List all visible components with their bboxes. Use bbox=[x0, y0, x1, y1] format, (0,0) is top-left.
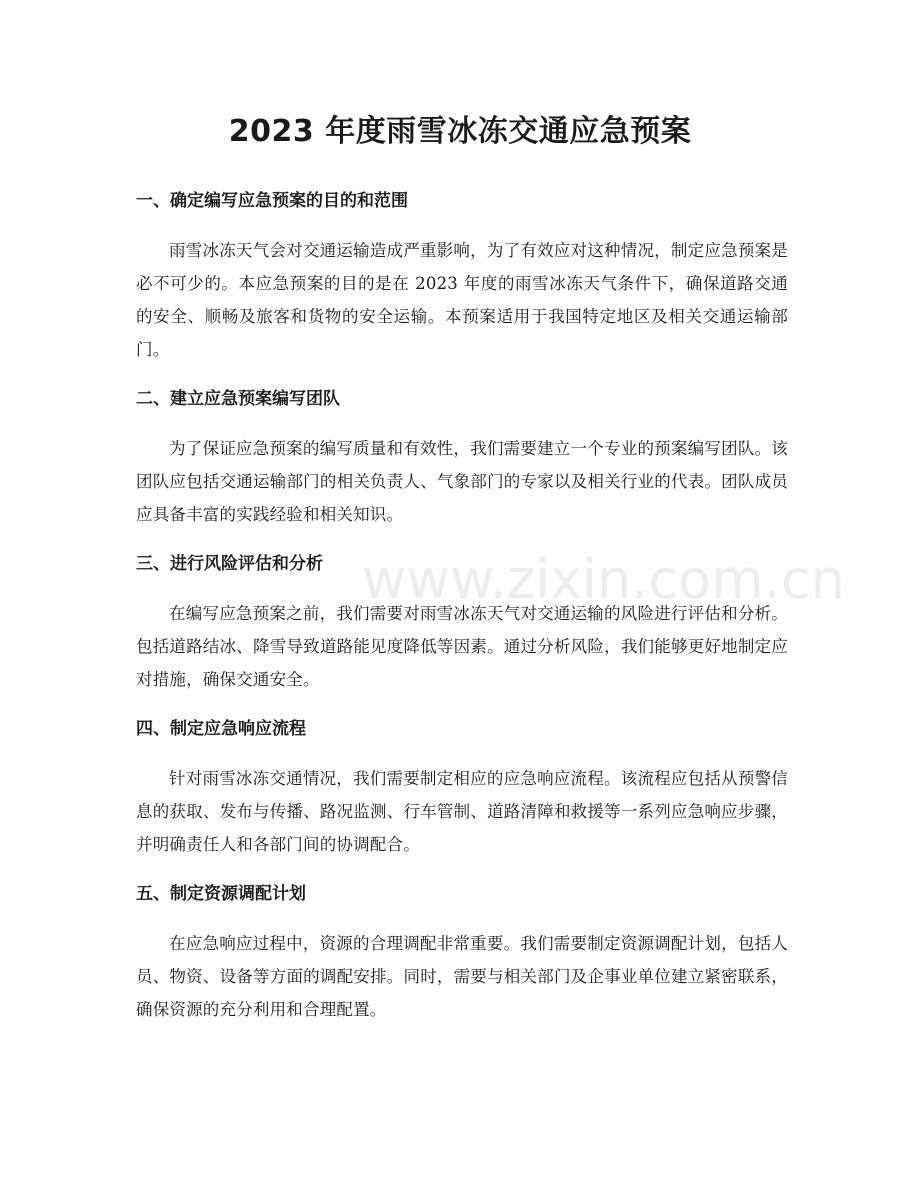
section-heading: 二、建立应急预案编写团队 bbox=[136, 389, 340, 409]
section-paragraph: 在编写应急预案之前，我们需要对雨雪冰冻天气对交通运输的风险进行评估和分析。包括道路结冰、降雪导致道路能见度降低等因素。通过分析风险，我们能够更好地制定应对措施，确保交通安全。 bbox=[136, 604, 788, 689]
section-heading: 一、确定编写应急预案的目的和范围 bbox=[136, 191, 408, 211]
section-resource-plan bbox=[136, 879, 788, 1026]
section-paragraph: 在应急响应过程中，资源的合理调配非常重要。我们需要制定资源调配计划，包括人员、物资、设备等方面的调配安排。同时，需要与相关部门及企事业单位建立紧密联系，确保资源的充分利用和合理配置。 bbox=[136, 934, 788, 1019]
section-heading: 三、进行风险评估和分析 bbox=[136, 554, 323, 574]
document-body bbox=[136, 186, 788, 1044]
section-writing-team bbox=[136, 384, 788, 531]
section-heading: 五、制定资源调配计划 bbox=[136, 884, 306, 904]
section-response-process bbox=[136, 714, 788, 861]
section-heading: 四、制定应急响应流程 bbox=[136, 719, 306, 739]
section-paragraph: 雨雪冰冻天气会对交通运输造成严重影响，为了有效应对这种情况，制定应急预案是必不可少的。本应急预案的目的是在 2023 年度的雨雪冰冻天气条件下，确保道路交通的安全、顺畅及旅客和货物的安全运输。本预案适用于我国特定地区及相关交通运输部门。 bbox=[136, 241, 788, 359]
section-risk-assessment bbox=[136, 549, 788, 696]
document-title: 2023 年度雨雪冰冻交通应急预案 bbox=[228, 114, 692, 149]
section-paragraph: 针对雨雪冰冻交通情况，我们需要制定相应的应急响应流程。该流程应包括从预警信息的获取、发布与传播、路况监测、行车管制、道路清障和救援等一系列应急响应步骤，并明确责任人和各部门间的协调配合。 bbox=[136, 769, 788, 854]
watermark: www.zixin.com.cn bbox=[362, 548, 845, 611]
section-paragraph: 为了保证应急预案的编写质量和有效性，我们需要建立一个专业的预案编写团队。该团队应包括交通运输部门的相关负责人、气象部门的专家以及相关行业的代表。团队成员应具备丰富的实践经验和相关知识。 bbox=[136, 439, 788, 524]
section-purpose-scope bbox=[136, 186, 788, 366]
